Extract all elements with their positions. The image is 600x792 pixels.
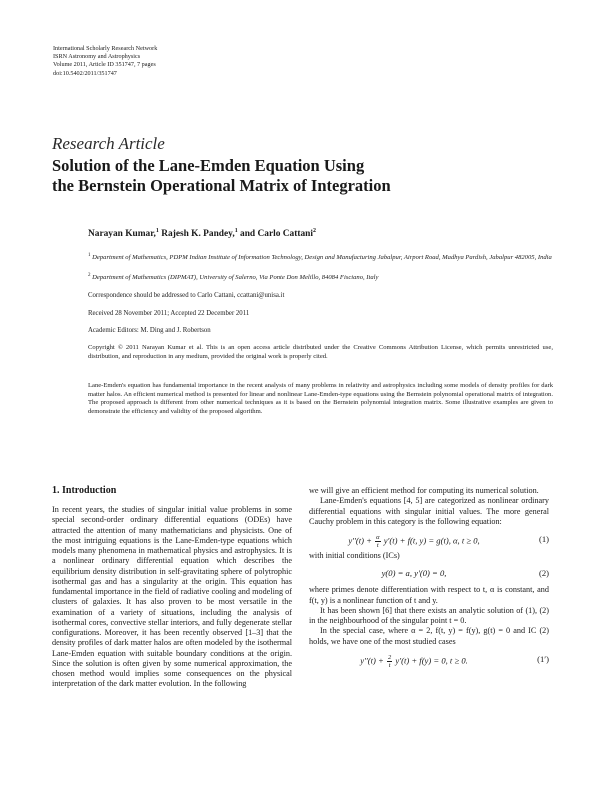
eq1-denominator: t xyxy=(376,542,379,549)
author-list xyxy=(88,228,316,239)
eq3-numerator: 2 xyxy=(388,653,392,661)
author-1-affil: 1 xyxy=(155,228,159,234)
title-line-1: Solution of the Lane-Emden Equation Using xyxy=(52,156,365,175)
author-2: Rajesh K. Pandey, xyxy=(161,229,235,240)
correspondence: Correspondence should be addressed to Carlo Cattani, ccattani@unisa.it xyxy=(88,292,285,299)
eq2-number: (2) xyxy=(538,568,549,579)
equation-1 xyxy=(309,527,549,551)
eq1-number: (1) xyxy=(538,534,549,544)
author-3-affil: 2 xyxy=(312,228,316,234)
eq3-number: (1′) xyxy=(537,653,549,664)
eq3-fraction xyxy=(387,654,392,669)
initial-conditions-text: with initial conditions (ICs) xyxy=(309,551,400,560)
paragraph-1: Lane-Emden's equations [4, 5] are categorized as nonlinear ordinary differential equations with singular initial values. The more general Cauchy problem in this category is the following equation: xyxy=(309,496,549,526)
affiliation-2 xyxy=(88,272,554,283)
equation-3 xyxy=(309,647,549,671)
journal-doi: doi:10.5402/2011/351747 xyxy=(53,69,117,77)
received-dates: Received 28 November 2011; Accepted 22 December 2011 xyxy=(88,310,250,317)
eq1-left: y′′(t) + xyxy=(348,535,372,546)
author-1: Narayan Kumar, xyxy=(88,229,156,240)
affiliation-1-marker: 1 xyxy=(88,253,91,258)
author-3: and Carlo Cattani xyxy=(240,229,313,240)
eq1-fraction xyxy=(375,534,380,549)
paragraph-2: where primes denote differentiation with respect to t, α is constant, and f(t, y) is a nonlinear function of t and y. xyxy=(309,585,549,605)
eq3-denominator: t xyxy=(388,661,391,669)
title-line-2: the Bernstein Operational Matrix of Integration xyxy=(52,176,391,195)
eq1-right: y′(t) + f(t, y) = g(t), α, t ≥ 0, xyxy=(383,535,480,546)
eq2-expression: y(0) = a, y′(0) = 0, xyxy=(381,568,447,579)
right-column xyxy=(309,486,549,671)
intro-paragraph: In recent years, the studies of singular initial value problems in some special second-order ordinary differential equations (ODEs) have attracted the attention of many mathematicians and physicists. One of the most intriguing equations is the Lane-Emden-type equations which models many phenomena in mathematical physics and astrophysics. It is a nonlinear ordinary differential equation which describes the equilibrium density distribution in self-gravitating sphere of polytrophic isothermal gas and has a singularity at the origin. This equation has fundamental importance in the field of radiative cooling and modeling of clusters of galaxies. It has also proven to be most versatile in the examination of a variety of situations, including the analysis of isothermal cores, convective stellar interiors, and fully degenerate stellar configurations. Moreover, it has been recently observed [1–3] that the density profiles of dark matter halos are often modeled by the isothermal Lane-Emden equation with suitable boundary conditions at the origin. Since the solution is often given by some numerical approximation, the chosen method would implies some consequences on the physical interpretation of the dark matter evolution. In the following xyxy=(52,505,292,689)
eq3-left: y′′(t) + xyxy=(360,655,384,666)
author-2-affil: 1 xyxy=(234,228,238,234)
journal-header xyxy=(53,45,157,78)
abstract: Lane-Emden's equation has fundamental importance in the recent analysis of many problems in relativity and astrophysics including some models of density profiles for dark matter halos. An efficient numerical method is presented for linear and nonlinear Lane-Emden-type equations using the Bernstein polynomial operational matrix of integration. The proposed approach is different from other numerical techniques as it is based on the Bernstein polynomial integration matrix. Some illustrative examples are given to demonstrate the efficiency and validity of the proposed algorithm. xyxy=(88,382,553,415)
affiliation-1-text: Department of Mathematics, PDPM Indian Institute of Information Technology, Design and Manufacturing Jabalpur, Airport Road, Madhya Pardish, Jabalpur 482005, India xyxy=(92,254,552,262)
equation-2 xyxy=(309,561,549,585)
eq3-right: y′(t) + f(y) = 0, t ≥ 0. xyxy=(395,655,468,666)
affiliation-1 xyxy=(88,252,554,263)
journal-name: International Scholarly Research Network xyxy=(53,45,158,52)
affiliation-2-text: Department of Mathematics (DIPMAT), University of Salerno, Via Ponte Don Melillo, 84084 Fisciano, Italy xyxy=(92,274,379,282)
section-heading: 1. Introduction xyxy=(52,485,117,496)
copyright-notice: Copyright © 2011 Narayan Kumar et al. This is an open access article distributed under the Creative Commons Attribution License, which permits unrestricted use, distribution, and reproduction in any medium, provided the original work is properly cited. xyxy=(88,344,553,360)
paper-title xyxy=(52,156,391,196)
paragraph-0: we will give an efficient method for computing its numerical solution. xyxy=(309,486,539,495)
journal-volume: Volume 2011, Article ID 351747, 7 pages xyxy=(53,61,156,69)
journal-title: ISRN Astronomy and Astrophysics xyxy=(53,53,141,61)
paragraph-4: In the special case, where α = 2, f(t, y) = f(y), g(t) = 0 and IC (2) holds, we have one of the most studied cases xyxy=(309,626,549,646)
academic-editors: Academic Editors: M. Ding and J. Robertson xyxy=(88,327,211,334)
paragraph-3: It has been shown [6] that there exists an analytic solution of (1), (2) in the neighbourhood of the singular point t = 0. xyxy=(309,605,549,625)
eq1-numerator: α xyxy=(376,534,380,541)
affiliation-2-marker: 2 xyxy=(88,273,91,278)
article-type: Research Article xyxy=(52,134,165,153)
left-column xyxy=(52,505,292,690)
